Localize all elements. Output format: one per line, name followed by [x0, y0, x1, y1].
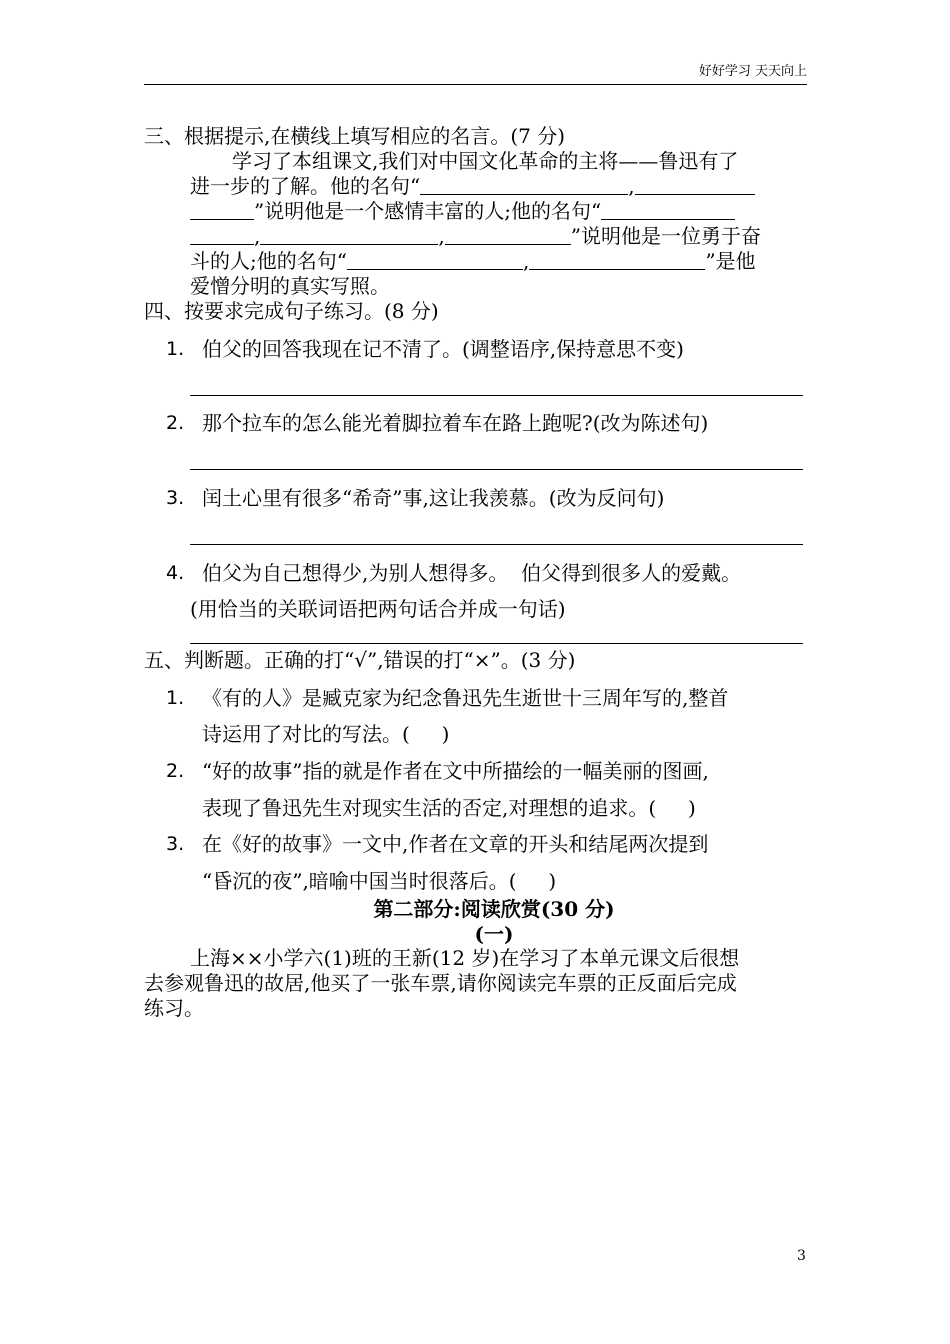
s4-item-2: 那个拉车的怎么能光着脚拉着车在路上跑呢?(改为陈述句): [202, 411, 709, 435]
blank-9[interactable]: [529, 249, 705, 270]
s3-line-4: , , ”说明他是一位勇于奋: [190, 223, 761, 249]
part-2-paragraph-line-2: 去参观鲁迅的故居,他买了一张车票,请你阅读完车票的正反面后完成: [144, 971, 737, 995]
header-motto: 好好学习 天天向上: [698, 64, 807, 79]
s3-line-6: 爱憎分明的真实写照。: [190, 274, 390, 298]
item-number: 3.: [166, 487, 185, 509]
s3-line-1: 学习了本组课文,我们对中国文化革命的主将——鲁迅有了: [232, 149, 739, 173]
section-4-title: 四、按要求完成句子练习。(8 分): [144, 299, 439, 323]
part-2-paragraph-line-3: 练习。: [144, 996, 204, 1020]
blank-6[interactable]: [260, 224, 438, 245]
s4-item-4: 伯父为自己想得少,为别人想得多。 伯父得到很多人的爱戴。: [202, 561, 742, 585]
blank-7[interactable]: [445, 224, 571, 245]
answer-line-3[interactable]: [190, 544, 803, 545]
section-5-title: 五、判断题。正确的打“√”,错误的打“×”。(3 分): [144, 648, 576, 672]
blank-2[interactable]: [635, 174, 755, 195]
s5-item-3-line-1: 在《好的故事》一文中,作者在文章的开头和结尾两次提到: [202, 832, 709, 856]
item-number: 2.: [166, 760, 185, 782]
item-number: 2.: [166, 412, 185, 434]
s5-item-3-line-2: “昏沉的夜”,暗喻中国当时很落后。( ): [202, 869, 557, 893]
s5-item-1-line-2: 诗运用了对比的写法。( ): [202, 722, 450, 746]
page-header: [144, 64, 807, 85]
s5-item-2-line-1: “好的故事”指的就是作者在文中所描绘的一幅美丽的图画,: [202, 759, 709, 783]
s4-item-1: 伯父的回答我现在记不清了。(调整语序,保持意思不变): [202, 337, 684, 361]
part-2-subtitle: (一): [474, 922, 514, 946]
page-number: 3: [797, 1248, 806, 1264]
section-3-title: 三、根据提示,在横线上填写相应的名言。(7 分): [144, 124, 566, 148]
blank-3[interactable]: [190, 199, 254, 220]
answer-line-4[interactable]: [190, 643, 803, 644]
s3-line-3: ”说明他是一个感情丰富的人;他的名句“: [190, 198, 735, 224]
s5-item-1-line-1: 《有的人》是臧克家为纪念鲁迅先生逝世十三周年写的,整首: [202, 686, 729, 710]
answer-line-1[interactable]: [190, 395, 803, 396]
item-number: 1.: [166, 687, 185, 709]
item-number: 4.: [166, 562, 185, 584]
s3-line-5: 斗的人;他的名句“ , ”是他: [190, 249, 756, 273]
item-number: 3.: [166, 833, 185, 855]
item-number: 1.: [166, 338, 185, 360]
blank-1[interactable]: [420, 174, 628, 195]
s4-item-3: 闰土心里有很多“希奇”事,这让我羡慕。(改为反问句): [202, 486, 665, 510]
s4-item-4-note: (用恰当的关联词语把两句话合并成一句话): [190, 597, 566, 621]
blank-5[interactable]: [190, 224, 254, 245]
blank-8[interactable]: [347, 249, 523, 270]
part-2-paragraph-line-1: 上海××小学六(1)班的王新(12 岁)在学习了本单元课文后很想: [190, 946, 740, 970]
answer-line-2[interactable]: [190, 469, 803, 470]
part-2-title: 第二部分:阅读欣赏(30 分): [373, 897, 615, 921]
s3-line-2: 进一步的了解。他的名句“ ,: [190, 173, 755, 199]
blank-4[interactable]: [601, 199, 735, 220]
s5-item-2-line-2: 表现了鲁迅先生对现实生活的否定,对理想的追求。( ): [202, 796, 696, 820]
